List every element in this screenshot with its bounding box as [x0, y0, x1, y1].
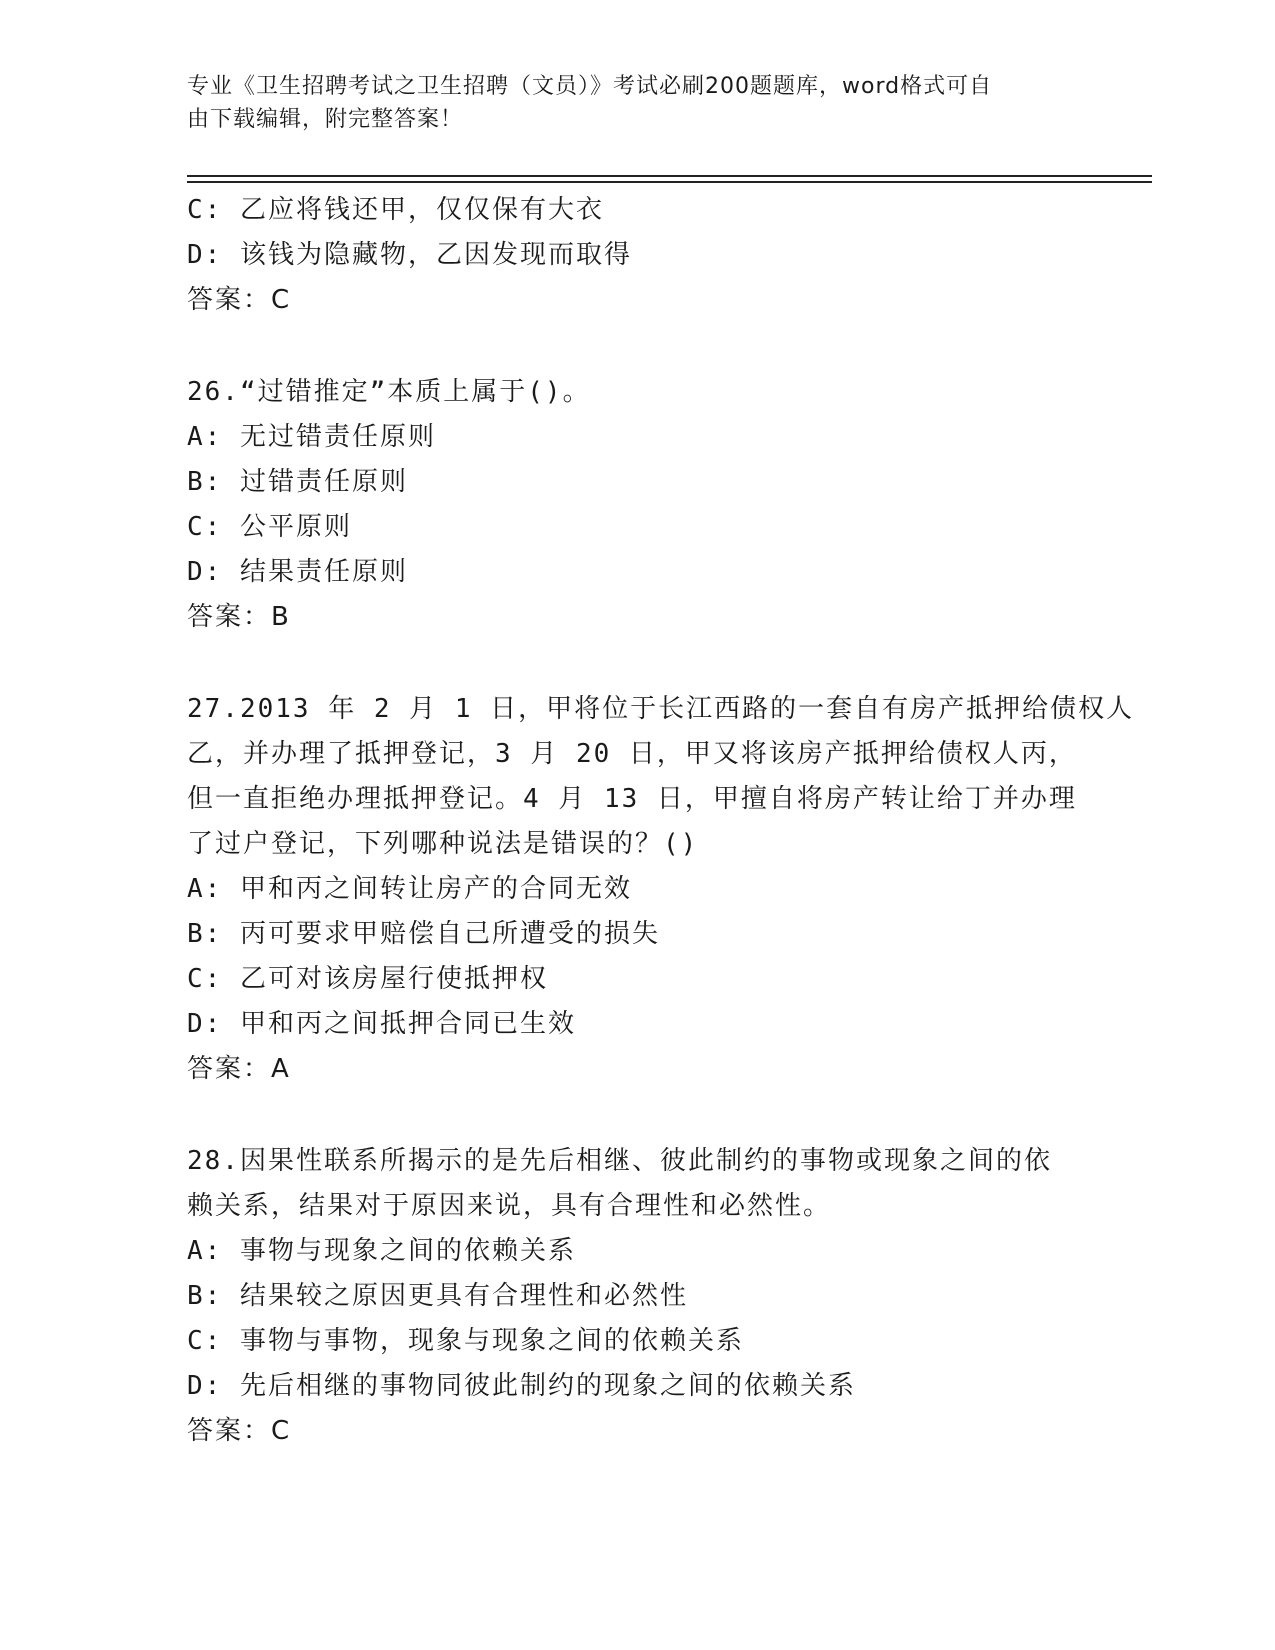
option-d: D: 该钱为隐藏物，乙因发现而取得 [187, 240, 632, 270]
question-25-continued [187, 188, 1087, 323]
question-stem-line-1: 28.因果性联系所揭示的是先后相继、彼此制约的事物或现象之间的依 [187, 1146, 1052, 1176]
question-27 [187, 687, 1135, 1092]
option-d: D: 结果责任原则 [187, 557, 408, 587]
header-line-1: 专业《卫生招聘考试之卫生招聘（文员）》考试必刷200题题库，word格式可自 [187, 74, 993, 99]
answer-line: 答案：C [187, 285, 292, 315]
option-c: C: 公平原则 [187, 512, 352, 542]
document-header [187, 70, 1067, 136]
question-26 [187, 370, 1087, 640]
option-b: B: 丙可要求甲赔偿自己所遭受的损失 [187, 919, 660, 949]
option-a: A: 事物与现象之间的依赖关系 [187, 1236, 576, 1266]
option-d: D: 甲和丙之间抵押合同已生效 [187, 1009, 576, 1039]
option-d: D: 先后相继的事物同彼此制约的现象之间的依赖关系 [187, 1371, 856, 1401]
question-stem-line-4: 了过户登记，下列哪种说法是错误的？() [187, 829, 699, 859]
option-a: A: 无过错责任原则 [187, 422, 436, 452]
question-stem: 26.“过错推定”本质上属于()。 [187, 377, 591, 407]
option-c: C: 乙应将钱还甲，仅仅保有大衣 [187, 195, 604, 225]
question-stem-line-2: 赖关系，结果对于原因来说，具有合理性和必然性。 [187, 1191, 832, 1221]
option-b: B: 结果较之原因更具有合理性和必然性 [187, 1281, 688, 1311]
question-stem-line-1: 27.2013 年 2 月 1 日，甲将位于长江西路的一套自有房产抵押给债权人 [187, 694, 1135, 724]
header-line-2: 由下载编辑，附完整答案！ [187, 107, 464, 132]
question-stem-line-3: 但一直拒绝办理抵押登记。4 月 13 日，甲擅自将房产转让给丁并办理 [187, 784, 1077, 814]
header-divider-bottom [187, 181, 1152, 183]
question-stem-line-2: 乙，并办理了抵押登记，3 月 20 日，甲又将该房产抵押给债权人丙， [187, 739, 1077, 769]
option-a: A: 甲和丙之间转让房产的合同无效 [187, 874, 632, 904]
answer-line: 答案：A [187, 1054, 291, 1084]
answer-line: 答案：B [187, 602, 291, 632]
option-c: C: 乙可对该房屋行使抵押权 [187, 964, 548, 994]
document-body [187, 188, 1135, 1501]
header-divider-top [187, 175, 1152, 177]
answer-line: 答案：C [187, 1416, 292, 1446]
option-c: C: 事物与事物，现象与现象之间的依赖关系 [187, 1326, 744, 1356]
question-28 [187, 1139, 1087, 1454]
option-b: B: 过错责任原则 [187, 467, 408, 497]
